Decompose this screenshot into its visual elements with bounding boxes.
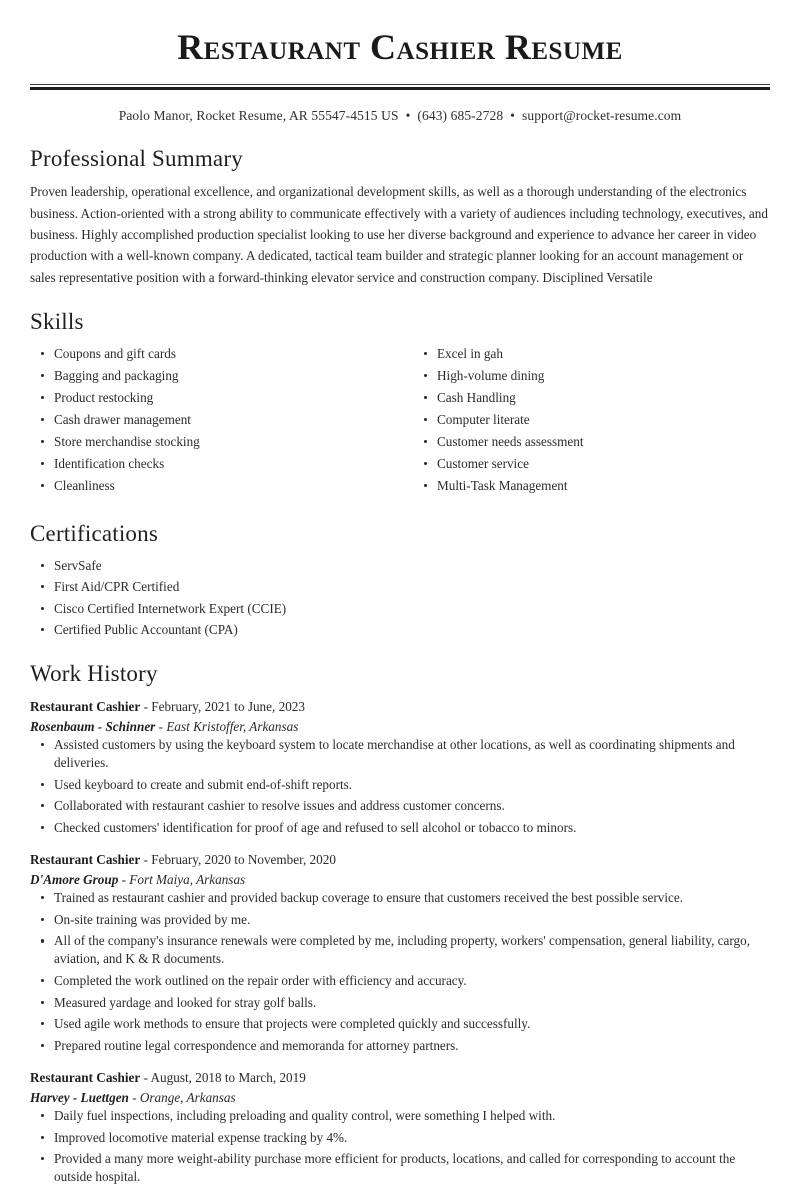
section-heading-work-history: Work History: [30, 661, 158, 687]
job-location: Orange, Arkansas: [139, 1090, 236, 1105]
section-skills: [30, 309, 770, 499]
section-professional-summary: [30, 146, 770, 288]
skills-column-left: [30, 345, 400, 500]
job-role-line: [30, 850, 770, 869]
job-company: Rosenbaum - Schinner: [30, 718, 156, 734]
certifications-list: [30, 557, 770, 640]
job-role-dash: -: [140, 1069, 151, 1085]
skill-item: High-volume dining: [413, 367, 770, 385]
job-bullet: Checked customers' identification for proof of age and refused to sell alcohol or tobacco to minors.: [30, 819, 770, 837]
job-bullet: Prepared routine legal correspondence and memoranda for attorney partners.: [30, 1037, 770, 1055]
skill-item: Product restocking: [30, 389, 400, 407]
job-bullet: Completed the work outlined on the repair order with efficiency and accuracy.: [30, 972, 770, 990]
job-company-dash: -: [128, 1090, 140, 1105]
job-bullet-list: [30, 1107, 770, 1186]
skill-item: Customer service: [413, 455, 770, 473]
job-company: D'Amore Group: [30, 872, 119, 888]
job-bullet: Daily fuel inspections, including preloading and quality control, were something I helped with.: [30, 1107, 770, 1125]
certification-item: First Aid/CPR Certified: [30, 578, 770, 596]
section-heading-summary: Professional Summary: [30, 145, 243, 171]
section-certifications: [30, 521, 770, 639]
job-bullet: Measured yardage and looked for stray golf balls.: [30, 994, 770, 1012]
work-history-entry: [30, 697, 770, 837]
skill-item: Cash drawer management: [30, 411, 400, 429]
certification-item: Cisco Certified Internetwork Expert (CCIE): [30, 600, 770, 618]
job-dates: February, 2020 to November, 2020: [151, 851, 336, 867]
job-bullet-list: [30, 736, 770, 837]
section-work-history: [30, 661, 770, 1186]
skill-item: Computer literate: [413, 411, 770, 429]
certification-item: ServSafe: [30, 557, 770, 575]
job-role: Restaurant Cashier: [30, 851, 141, 867]
job-dates: February, 2021 to June, 2023: [151, 698, 305, 714]
job-bullet: Collaborated with restaurant cashier to resolve issues and address customer concerns.: [30, 797, 770, 815]
skill-item: Customer needs assessment: [413, 433, 770, 451]
job-role-dash: -: [140, 698, 152, 714]
page-title: Restaurant Cashier Resume: [177, 27, 623, 67]
contact-phone: (643) 685-2728: [417, 107, 504, 123]
skill-item: Store merchandise stocking: [30, 433, 400, 451]
job-bullet: Used agile work methods to ensure that projects were completed quickly and successfully.: [30, 1015, 770, 1033]
section-heading-skills: Skills: [30, 309, 84, 335]
job-bullet: Improved locomotive material expense tracking by 4%.: [30, 1129, 770, 1147]
job-dates: August, 2018 to March, 2019: [150, 1069, 306, 1085]
contact-line: [30, 108, 770, 124]
job-role-dash: -: [140, 851, 152, 867]
skill-item: Coupons and gift cards: [30, 345, 400, 363]
skills-columns: [30, 345, 770, 500]
skills-column-right: [400, 345, 770, 500]
job-company-line: [30, 1088, 770, 1107]
skill-item: Bagging and packaging: [30, 367, 400, 385]
divider-line-thick: [30, 87, 770, 90]
summary-text: Proven leadership, operational excellence, and organizational development skills, as well as a thorough understanding of the electronics business. Action-oriented with a strong ability to communicate effectively with a variety of audiences including technology, executives, and business. Highly accomplished production specialist looking to use her diverse background and experience to advance her career in video production with a well-known company. A dedicated, tactical team builder and strategic planner looking for an account management or sales representative position with a forward-thinking elevator service and construction company. Disciplined Versatile: [30, 184, 768, 285]
job-location: Fort Maiya, Arkansas: [129, 872, 246, 888]
contact-separator-2: •: [510, 107, 515, 123]
certification-item: Certified Public Accountant (CPA): [30, 621, 770, 639]
work-history-entries: [30, 697, 770, 1186]
skills-list-left: [30, 345, 400, 496]
skill-item: Cash Handling: [413, 389, 770, 407]
job-bullet: On-site training was provided by me.: [30, 911, 770, 929]
job-role: Restaurant Cashier: [30, 1069, 141, 1085]
section-heading-certifications: Certifications: [30, 521, 158, 547]
work-history-entry: [30, 850, 770, 1055]
contact-email: support@rocket-resume.com: [522, 107, 682, 123]
job-role-line: [30, 697, 770, 716]
job-bullet-list: [30, 889, 770, 1055]
job-company-dash: -: [155, 718, 167, 734]
skill-item: Multi-Task Management: [413, 477, 770, 495]
job-bullet: Assisted customers by using the keyboard system to locate merchandise at other locations, as well as coordinating shipments and deliveries.: [30, 736, 770, 772]
job-bullet: Trained as restaurant cashier and provided backup coverage to ensure that customers received the best possible service.: [30, 889, 770, 907]
contact-separator-1: •: [405, 107, 411, 123]
skills-list-right: [413, 345, 770, 496]
job-company-dash: -: [118, 872, 130, 888]
job-role-line: [30, 1068, 770, 1087]
job-company-line: [30, 717, 770, 736]
header-divider: [30, 84, 770, 90]
job-location: East Kristoffer, Arkansas: [166, 718, 299, 734]
job-bullet: Used keyboard to create and submit end-of-shift reports.: [30, 776, 770, 794]
job-company: Harvey - Luettgen: [30, 1090, 129, 1105]
job-company-line: [30, 870, 770, 889]
job-bullet: Provided a many more weight-ability purchase more efficient for products, locations, and called for corresponding to account the outside hospital.: [30, 1150, 770, 1186]
skill-item: Identification checks: [30, 455, 400, 473]
skill-item: Cleanliness: [30, 477, 400, 495]
job-role: Restaurant Cashier: [30, 698, 141, 714]
work-history-entry: [30, 1068, 770, 1186]
skill-item: Excel in gah: [413, 345, 770, 363]
contact-address: Paolo Manor, Rocket Resume, AR 55547-4515 US: [118, 107, 399, 123]
job-bullet: All of the company's insurance renewals were completed by me, including property, workers' compensation, general liability, cargo, aviation, and K & R documents.: [30, 932, 770, 968]
